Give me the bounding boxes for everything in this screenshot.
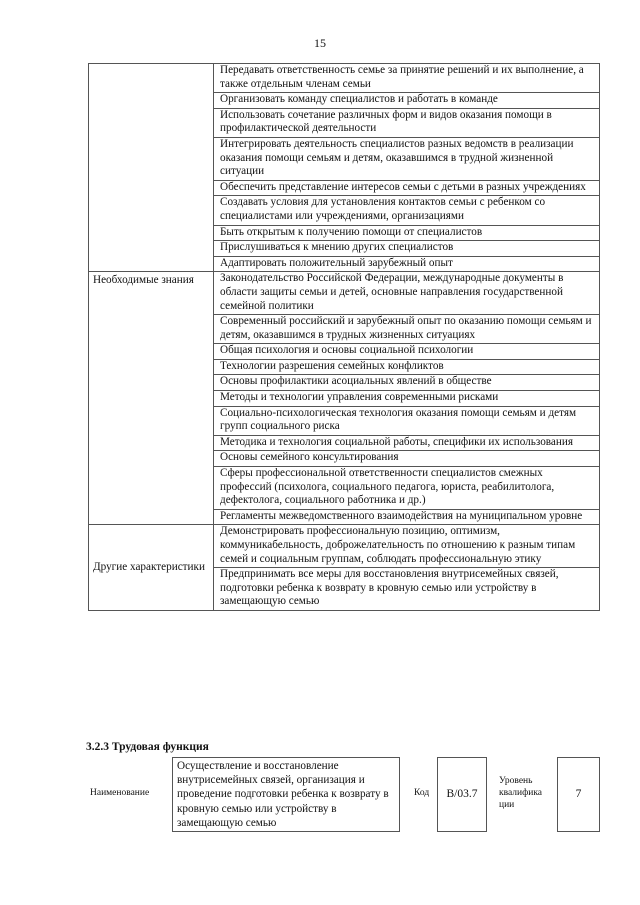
skill-item: Обеспечить представление интересов семьи с детьми в разных учреждениях <box>214 180 600 196</box>
knowledge-label: Необходимые знания <box>89 272 214 525</box>
other-item: Предпринимать все меры для восстановления внутрисемейных связей, подготовки ребенка к возврату в кровную семью или устройству в замещающую семью <box>214 568 600 611</box>
knowledge-item: Основы профилактики асоциальных явлений в обществе <box>214 375 600 391</box>
qualification-level-label: Уровень квалифика ции <box>499 776 543 810</box>
skill-item: Интегрировать деятельность специалистов разных ведомств в реализации оказания помощи семьям и детям, оказавшимся в трудной жизненной ситуации <box>214 137 600 180</box>
function-name-value: Осуществление и восстановление внутрисемейных связей, организация и проведение подготовки ребенка к возврату в кровную семью или устройству в замещающую семью <box>172 757 400 832</box>
knowledge-item: Общая психология и основы социальной психологии <box>214 344 600 360</box>
qualification-level-value: 7 <box>557 757 600 832</box>
skill-item: Создавать условия для установления контактов семьи с ребенком со специалистами или учреждениями, организациями <box>214 196 600 225</box>
section-title: 3.2.3 Трудовая функция <box>86 741 209 753</box>
knowledge-item: Сферы профессиональной ответственности специалистов смежных профессий (психолога, социального педагога, юриста, реабилитолога, дефектолога, социального работника и др.) <box>214 467 600 510</box>
knowledge-item: Социально-психологическая технология оказания помощи семьям и детям групп социального риска <box>214 406 600 435</box>
skill-item: Использовать сочетание различных форм и видов оказания помощи в профилактической деятельности <box>214 108 600 137</box>
skill-item: Адаптировать положительный зарубежный опыт <box>214 256 600 272</box>
knowledge-item: Основы семейного консультирования <box>214 451 600 467</box>
skill-item: Организовать команду специалистов и работать в команде <box>214 93 600 109</box>
name-label: Наименование <box>90 788 150 798</box>
table-row <box>89 525 600 568</box>
knowledge-item: Методы и технологии управления современными рисками <box>214 391 600 407</box>
knowledge-skills-table <box>88 63 600 611</box>
other-characteristics-label: Другие характеристики <box>89 525 214 611</box>
code-value: B/03.7 <box>437 757 487 832</box>
knowledge-item: Методика и технология социальной работы, специфики их использования <box>214 435 600 451</box>
knowledge-item: Технологии разрешения семейных конфликтов <box>214 359 600 375</box>
knowledge-item: Современный российский и зарубежный опыт по оказанию помощи семьям и детям, оказавшимся в трудных жизненных ситуациях <box>214 315 600 344</box>
knowledge-item: Регламенты межведомственного взаимодействия на муниципальном уровне <box>214 509 600 525</box>
skills-label-cell <box>89 64 214 272</box>
skill-item: Передавать ответственность семье за принятие решений и их выполнение, а также отдельным членам семьи <box>214 64 600 93</box>
table-row <box>89 64 600 93</box>
skill-item: Быть открытым к получению помощи от специалистов <box>214 225 600 241</box>
page-number: 15 <box>314 36 326 50</box>
table-row <box>89 272 600 315</box>
knowledge-item: Законодательство Российской Федерации, международные документы в области защиты семьи и детей, основные направления государственной семейной политики <box>214 272 600 315</box>
skill-item: Прислушиваться к мнению других специалистов <box>214 241 600 257</box>
other-item: Демонстрировать профессиональную позицию, оптимизм, коммуникабельность, доброжелательность по отношению к разным типам семей и социальным группам, соблюдать профессиональную этику <box>214 525 600 568</box>
code-label: Код <box>414 788 430 798</box>
